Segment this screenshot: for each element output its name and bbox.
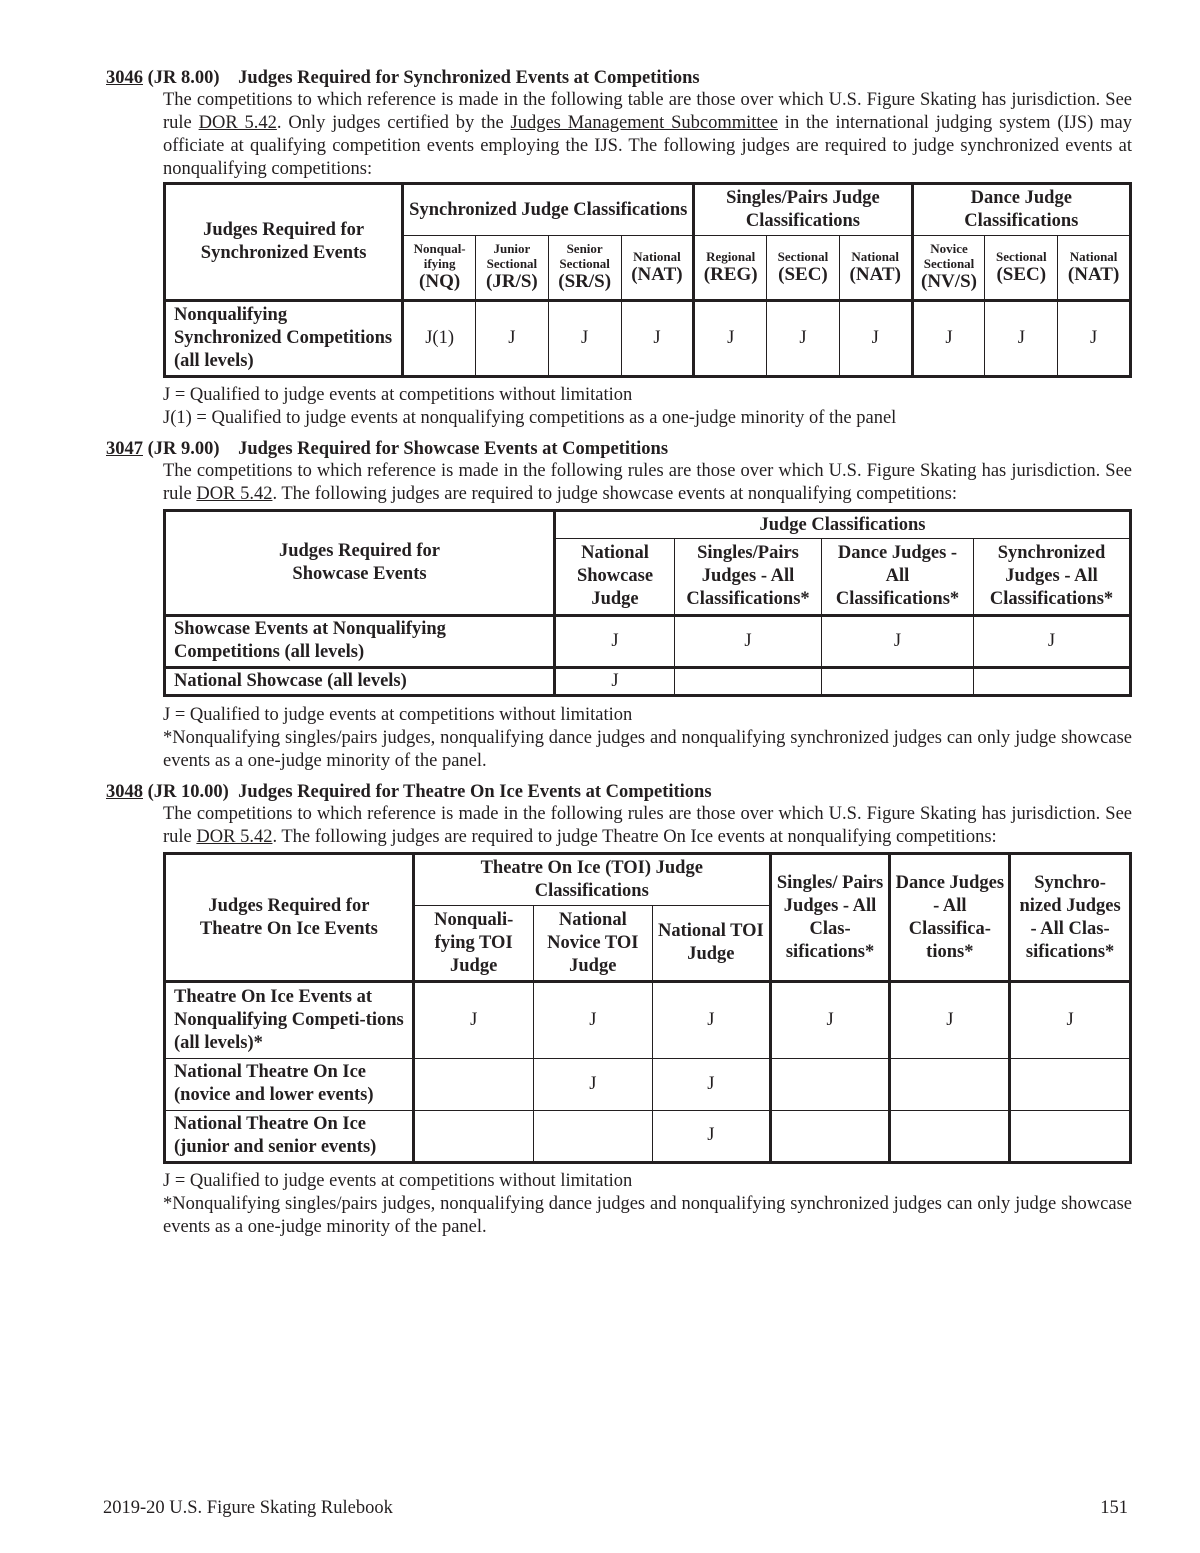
note-line: J(1) = Qualified to judge events at nonqualifying competitions as a one-judge minority of the panel	[163, 408, 897, 428]
table-cell: J	[890, 982, 1010, 1058]
column-header: Singles/Pairs Judges - All Classifications*	[675, 539, 822, 615]
column-header: National Showcase Judge	[555, 539, 675, 615]
notes-3046	[163, 384, 1132, 430]
table-cell: J	[533, 1058, 653, 1110]
dor-link[interactable]: DOR 5.42	[198, 113, 277, 133]
column-header: Synchronized Judges - All Classifications*	[974, 539, 1131, 615]
section-3048	[106, 781, 1132, 849]
section-title: Judges Required for Theatre On Ice Events at Competitions	[238, 782, 712, 802]
table-cell	[413, 1110, 533, 1162]
table-cell: J	[476, 300, 549, 376]
showcase-judges-table	[163, 509, 1132, 697]
table-cell: J	[1010, 982, 1131, 1058]
footer-page-number: 151	[1100, 1498, 1128, 1518]
table-cell	[822, 667, 974, 695]
row-header: National Theatre On Ice (novice and lower events)	[165, 1058, 414, 1110]
section-heading	[106, 438, 1132, 460]
column-header: National (NAT)	[1058, 236, 1131, 300]
section-3047	[106, 438, 1132, 506]
table-cell: J	[767, 300, 840, 376]
table-cell	[675, 667, 822, 695]
table-cell	[770, 1110, 890, 1162]
column-header: Dance Judges - All Classifications*	[822, 539, 974, 615]
section-title: Judges Required for Showcase Events at Competitions	[238, 439, 669, 459]
column-header: National (NAT)	[621, 236, 694, 300]
rule-ref: (JR 9.00)	[147, 439, 220, 459]
group-header-dance: Dance Judge Classifications	[912, 184, 1130, 236]
table-cell: J	[675, 615, 822, 667]
column-header: Sectional (SEC)	[985, 236, 1058, 300]
table-cell	[533, 1110, 653, 1162]
table-cell: J	[555, 615, 675, 667]
rule-number-link[interactable]: 3047	[106, 439, 143, 459]
table-cell: J	[985, 300, 1058, 376]
note-line: J = Qualified to judge events at competitions without limitation	[163, 705, 633, 725]
table-corner-header: Judges Required for Synchronized Events	[165, 184, 403, 301]
table-cell: J	[555, 667, 675, 695]
table-cell: J	[974, 615, 1131, 667]
table-cell: J	[694, 300, 767, 376]
column-header: Junior Sectional (JR/S)	[476, 236, 549, 300]
table-cell: J	[653, 982, 771, 1058]
synchronized-judges-table	[163, 182, 1132, 378]
table-cell: J	[621, 300, 694, 376]
note-line: J = Qualified to judge events at competitions without limitation	[163, 385, 633, 405]
table-cell: J	[653, 1058, 771, 1110]
section-paragraph: The competitions to which reference is made in the following table are those over which U.S. Figure Skating has jurisdiction. See rule DOR 5.42. Only judges certified by the Judges Management Subcommittee in the international judging system (IJS) may officiate at qualifying competition events employing the IJS. The following judges are required to judge synchronized events at nonqualifying competitions:	[163, 90, 1132, 179]
column-header: Regional (REG)	[694, 236, 767, 300]
note-line: J = Qualified to judge events at competitions without limitation	[163, 1171, 633, 1191]
section-paragraph: The competitions to which reference is made in the following rules are those over which U.S. Figure Skating has jurisdiction. See rule DOR 5.42. The following judges are required to judge showcase events at nonqualifying competitions:	[163, 461, 1132, 504]
table-cell	[890, 1110, 1010, 1162]
row-header: Showcase Events at Nonqualifying Competitions (all levels)	[165, 615, 555, 667]
table-cell: J	[822, 615, 974, 667]
table-cell	[413, 1058, 533, 1110]
table-cell	[770, 1058, 890, 1110]
column-header: Senior Sectional (SR/S)	[548, 236, 621, 300]
group-header: Judge Classifications	[555, 511, 1131, 539]
column-header: Nonqual-ifying (NQ)	[403, 236, 476, 300]
dor-link[interactable]: DOR 5.42	[196, 827, 273, 847]
table-cell: J	[1058, 300, 1131, 376]
rule-number-link[interactable]: 3046	[106, 68, 143, 88]
table-cell	[1010, 1110, 1131, 1162]
table-cell	[890, 1058, 1010, 1110]
table-cell: J(1)	[403, 300, 476, 376]
column-header: National (NAT)	[839, 236, 912, 300]
group-header-synchronized: Synchronized Judge Classifications	[403, 184, 694, 236]
notes-3047	[163, 704, 1132, 773]
table-cell: J	[548, 300, 621, 376]
table-corner-header: Judges Required for Showcase Events	[165, 511, 555, 616]
rule-number-link[interactable]: 3048	[106, 782, 143, 802]
table-cell	[1010, 1058, 1131, 1110]
row-header: Nonqualifying Synchronized Competitions (all levels)	[165, 300, 403, 376]
column-header: Nonquali-fying TOI Judge	[413, 906, 533, 982]
note-line: *Nonqualifying singles/pairs judges, nonqualifying dance judges and nonqualifying synchronized judges can only judge showcase events as a one-judge minority of the panel.	[163, 728, 1132, 771]
column-header: Sectional (SEC)	[767, 236, 840, 300]
notes-3048	[163, 1170, 1132, 1239]
table-cell: J	[653, 1110, 771, 1162]
table-cell: J	[912, 300, 985, 376]
table-cell: J	[839, 300, 912, 376]
table-cell: J	[770, 982, 890, 1058]
rule-ref: (JR 10.00)	[147, 782, 229, 802]
rule-ref: (JR 8.00)	[147, 68, 220, 88]
dor-link[interactable]: DOR 5.42	[196, 484, 273, 504]
column-header: Dance Judges - All Classifica-tions*	[890, 854, 1010, 982]
table-corner-header: Judges Required for Theatre On Ice Events	[165, 854, 414, 982]
section-heading	[106, 781, 1132, 803]
group-header-singles-pairs: Singles/Pairs Judge Classifications	[694, 184, 912, 236]
column-header: Novice Sectional (NV/S)	[912, 236, 985, 300]
section-paragraph: The competitions to which reference is made in the following rules are those over which U.S. Figure Skating has jurisdiction. See rule DOR 5.42. The following judges are required to judge Theatre On Ice events at nonqualifying competitions:	[163, 804, 1132, 847]
column-header: Synchro-nized Judges - All Clas-sifications*	[1010, 854, 1131, 982]
jms-link[interactable]: Judges Management Subcommittee	[510, 113, 778, 133]
table-cell	[974, 667, 1131, 695]
theatre-on-ice-judges-table	[163, 852, 1132, 1164]
row-header: National Theatre On Ice (junior and senior events)	[165, 1110, 414, 1162]
group-header: Theatre On Ice (TOI) Judge Classifications	[413, 854, 770, 906]
table-cell: J	[533, 982, 653, 1058]
section-title: Judges Required for Synchronized Events at Competitions	[238, 68, 700, 88]
column-header: National TOI Judge	[653, 906, 771, 982]
column-header: Singles/ Pairs Judges - All Clas-sifications*	[770, 854, 890, 982]
table-cell: J	[413, 982, 533, 1058]
section-heading	[106, 67, 1132, 89]
row-header: National Showcase (all levels)	[165, 667, 555, 695]
footer-book-title: 2019-20 U.S. Figure Skating Rulebook	[103, 1498, 393, 1518]
row-header: Theatre On Ice Events at Nonqualifying Competi-tions (all levels)*	[165, 982, 414, 1058]
note-line: *Nonqualifying singles/pairs judges, nonqualifying dance judges and nonqualifying synchronized judges can only judge showcase events as a one-judge minority of the panel.	[163, 1194, 1132, 1237]
section-3046	[106, 67, 1132, 181]
column-header: National Novice TOI Judge	[533, 906, 653, 982]
